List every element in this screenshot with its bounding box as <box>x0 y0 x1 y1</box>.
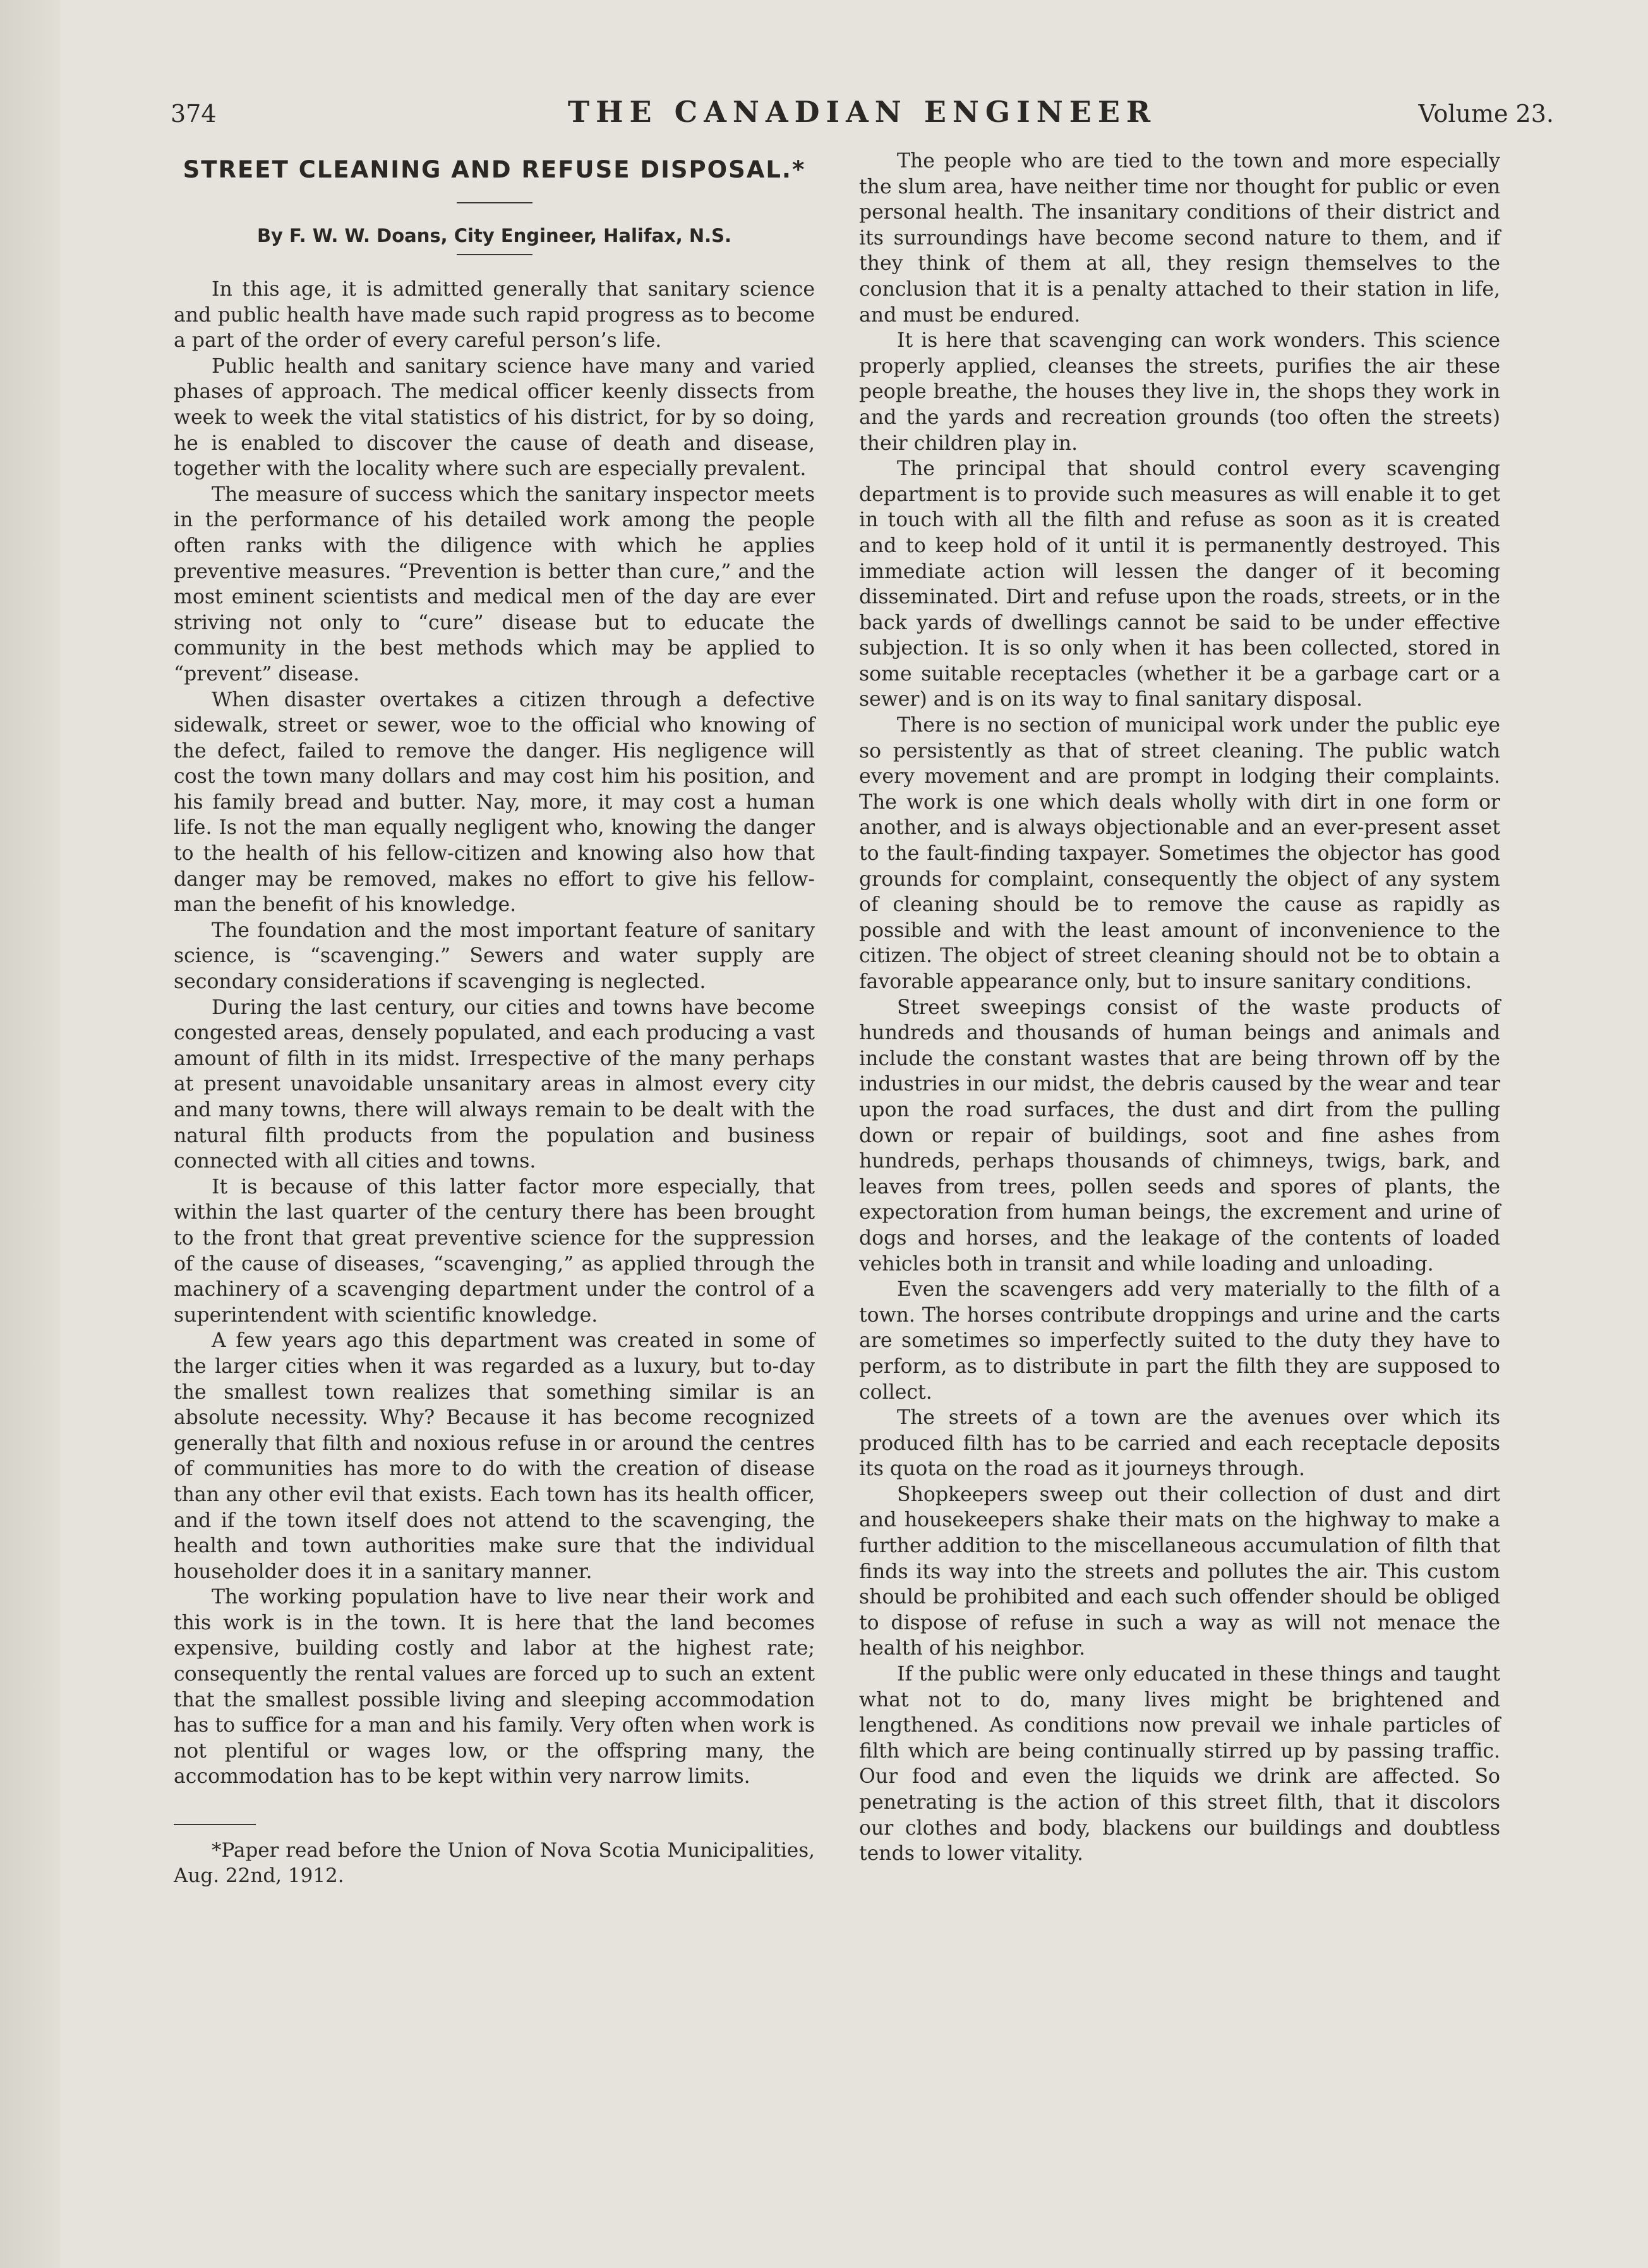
paragraph: Shopkeepers sweep out their collection of dust and dirt and housekeepers shake their mats on the highway to make a further addition to the miscellaneous accumulation of filth that finds its way into the streets and pollutes the air. This custom should be prohibited and each such offender should be obliged to dispose of refuse in such a way as will not menace the health of his neighbor. <box>859 1483 1500 1660</box>
article-title: STREET CLEANING AND REFUSE DISPOSAL.* <box>183 156 806 183</box>
paragraph: The measure of success which the sanitary inspector meets in the performance of his detailed work among the people often ranks with the diligence with which he applies preventive measures. “Prevention is better than cure,” and the most eminent scientists and medical men of the day are ever striving not only to “cure” disease but to educate the community in the best methods which may be applied to “prevent” disease. <box>174 483 815 685</box>
paragraph: It is because of this latter factor more especially, that within the last quarter of the century there has been brought to the front that great preventive science for the suppression of the cause of diseases, “scavenging,” as applied through the machinery of a scavenging department under the control of a superintendent with scientific knowledge. <box>174 1175 815 1327</box>
paragraph: The streets of a town are the avenues over which its produced filth has to be carried and each receptacle deposits its quota on the road as it journeys through. <box>859 1406 1500 1481</box>
paragraph: The principal that should control every scavenging department is to provide such measures as will enable it to get in touch with all the filth and refuse as soon as it is created and to keep hold of it until it is permanently destroyed. This immediate action will lessen the danger of it becoming disseminated. Dirt and refuse upon the roads, streets, or in the back yards of dwellings cannot be said to be under effective subjection. It is so only when it has been collected, stored in some suitable receptacles (whether it be a garbage cart or a sewer) and is on its way to final sanitary disposal. <box>859 457 1500 711</box>
right-column <box>859 148 1500 1867</box>
running-header <box>171 95 1554 139</box>
paragraph: If the public were only educated in these things and taught what not to do, many lives might be brightened and lengthened. As conditions now prevail we inhale particles of filth which are being continually stirred up by passing traffic. Our food and even the liquids we drink are affected. So penetrating is the action of this street filth, that it discolors our clothes and body, blackens our buildings and doubtless tends to lower vitality. <box>859 1663 1500 1866</box>
paragraph: A few years ago this department was created in some of the larger cities when it was regarded as a luxury, but to-day the smallest town realizes that something similar is an absolute necessity. Why? Because it has become recognized generally that filth and noxious refuse in or around the centres of communities has more to do with the creation of disease than any other evil that exists. Each town has its health officer, and if the town itself does not attend to the scavenging, the health and town authorities make sure that the individual householder does it in a sanitary manner. <box>174 1329 815 1583</box>
binding-margin <box>0 0 60 2268</box>
byline-rule <box>457 254 532 255</box>
paragraph: Even the scavengers add very materially to the filth of a town. The horses contribute droppings and urine and the carts are sometimes so imperfectly suited to the duty they have to perform, as to distribute in part the filth they are supposed to collect. <box>859 1278 1500 1404</box>
paragraph: When disaster overtakes a citizen through a defective sidewalk, street or sewer, woe to the official who knowing of the defect, failed to remove the danger. His negligence will cost the town many dollars and may cost him his position, and his family bread and butter. Nay, more, it may cost a human life. Is not the man equally negligent who, knowing the danger to the health of his fellow-citizen and knowing also how that danger may be removed, makes no effort to give his fellow-man the benefit of his knowledge. <box>174 688 815 917</box>
page-number: 374 <box>171 100 217 128</box>
footnote-rule <box>174 1824 256 1825</box>
journal-title: THE CANADIAN ENGINEER <box>567 95 1157 129</box>
paragraph: Public health and sanitary science have many and varied phases of approach. The medical officer keenly dissects from week to week the vital statistics of his district, for by so doing, he is enabled to discover the cause of death and disease, together with the locality where such are especially prevalent. <box>174 354 815 481</box>
paragraph: It is here that scavenging can work wonders. This science properly applied, cleanses the streets, purifies the air these people breathe, the houses they live in, the shops they work in and the yards and recreation grounds (too often the streets) their children play in. <box>859 329 1500 455</box>
paragraph: In this age, it is admitted generally that sanitary science and public health have made such rapid progress as to become a part of the order of every careful person’s life. <box>174 278 815 353</box>
title-rule <box>457 202 532 203</box>
paragraph: The foundation and the most important feature of sanitary science, is “scavenging.” Sewers and water supply are secondary considerations if scavenging is neglected. <box>174 919 815 994</box>
paragraph: The people who are tied to the town and more especially the slum area, have neither time nor thought for public or even personal health. The insanitary conditions of their district and its surroundings have become second nature to them, and if they think of them at all, they resign themselves to the conclusion that it is a penalty attached to their station in life, and must be endured. <box>859 150 1500 327</box>
paragraph: Street sweepings consist of the waste products of hundreds and thousands of human beings and animals and include the constant wastes that are being thrown off by the industries in our midst, the debris caused by the wear and tear upon the road surfaces, the dust and dirt from the pulling down or repair of buildings, soot and fine ashes from hundreds, perhaps thousands of chimneys, twigs, bark, and leaves from trees, pollen seeds and spores of plants, the expectoration from human beings, the excrement and urine of dogs and horses, and the leakage of the contents of loaded vehicles both in transit and while loading and unloading. <box>859 996 1500 1276</box>
paragraph: The working population have to live near their work and this work is in the town. It is here that the land becomes expensive, building costly and labor at the highest rate; consequently the rental values are forced up to such an extent that the smallest possible living and sleeping accommodation has to suffice for a man and his family. Very often when work is not plentiful or wages low, or the offspring many, the accommodation has to be kept within very narrow limits. <box>174 1586 815 1788</box>
volume-label: Volume 23. <box>1418 100 1554 128</box>
left-column <box>174 148 815 1888</box>
byline: By F. W. W. Doans, City Engineer, Halifax, N.S. <box>256 225 732 246</box>
footnote: *Paper read before the Union of Nova Scotia Municipalities, Aug. 22nd, 1912. <box>174 1839 815 1888</box>
paragraph: During the last century, our cities and towns have become congested areas, densely populated, and each producing a vast amount of filth in its midst. Irrespective of the many perhaps at present unavoidable unsanitary areas in almost every city and many towns, there will always remain to be dealt with the natural filth products from the population and business connected with all cities and towns. <box>174 996 815 1173</box>
paragraph: There is no section of municipal work under the public eye so persistently as that of street cleaning. The public watch every movement and are prompt in lodging their complaints. The work is one which deals wholly with dirt in one form or another, and is always objectionable and an ever-present asset to the fault-finding taxpayer. Sometimes the objector has good grounds for complaint, consequently the object of any system of cleaning should be to remove the cause as rapidly as possible and with the least amount of inconvenience to the citizen. The object of street cleaning should not be to obtain a favorable appearance only, but to insure sanitary conditions. <box>859 714 1500 993</box>
